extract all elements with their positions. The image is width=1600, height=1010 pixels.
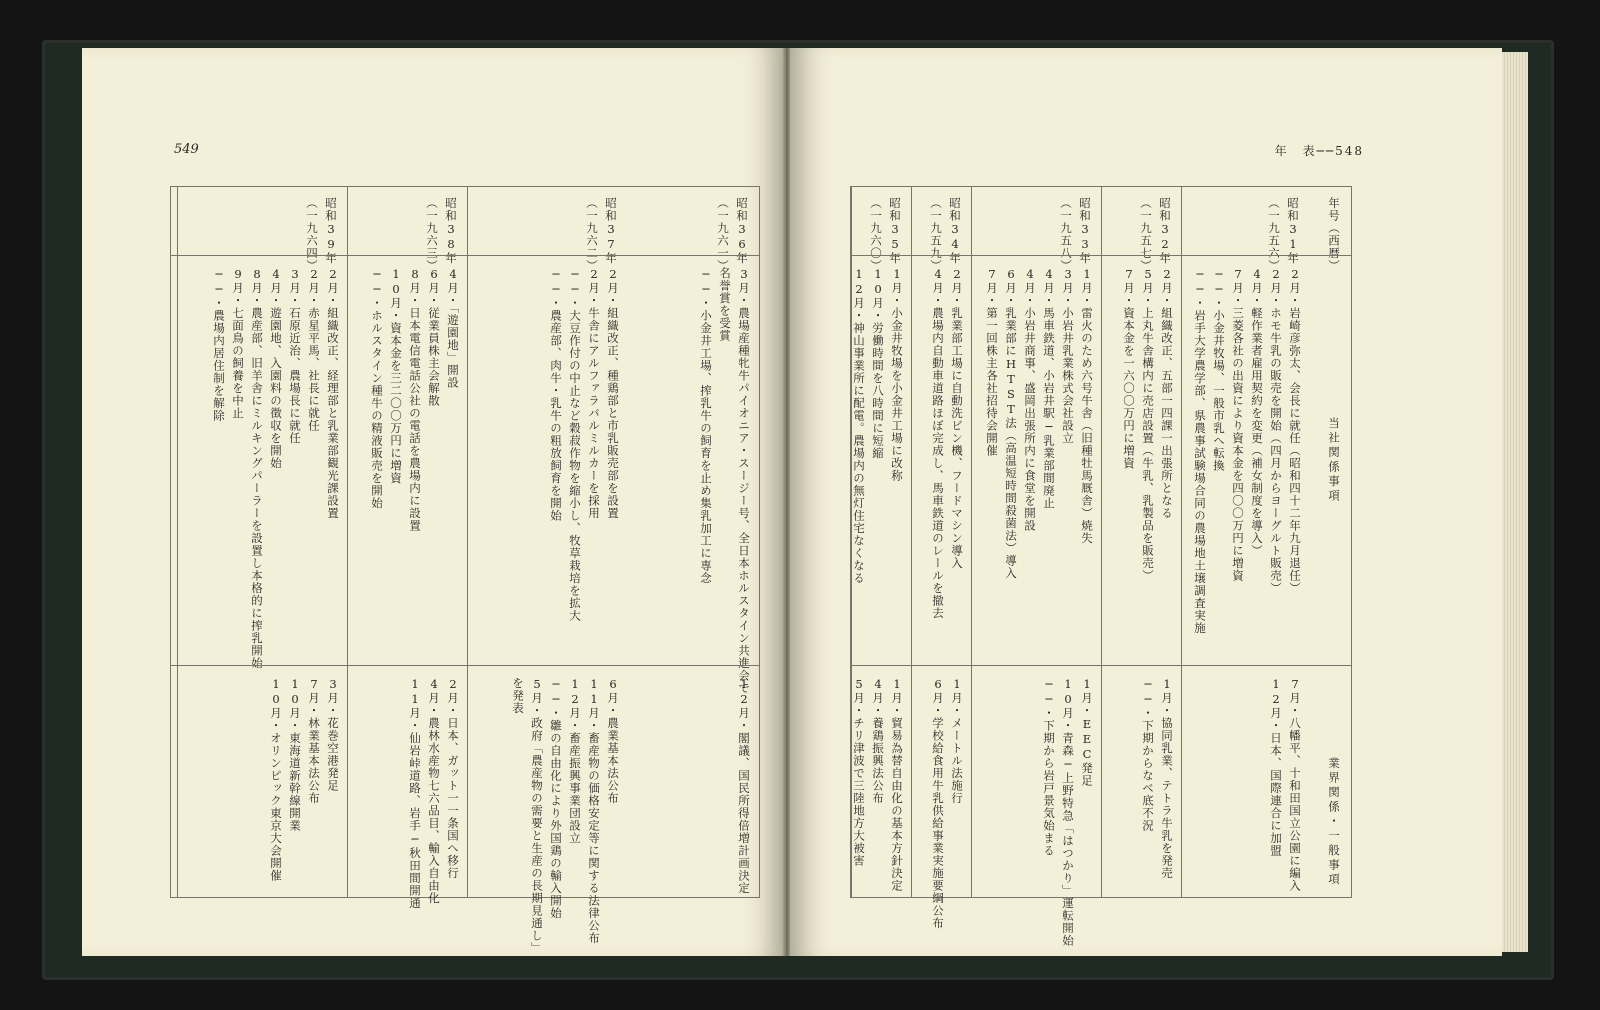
company-events-line: 6月・乳業部にHTST法（高温短時間殺菌法）導入 bbox=[1004, 267, 1018, 580]
year-row bbox=[1101, 187, 1182, 897]
company-events-line: 2月・組織改正、経理部と乳業部観光課設置 bbox=[326, 267, 340, 520]
era-label bbox=[1136, 197, 1174, 272]
company-events-line: 10月・資本金を三二〇〇万円に増資 bbox=[389, 267, 403, 485]
table-divider bbox=[851, 665, 1351, 666]
company-events-line: 5月・上丸牛舎構内に売店設置（牛乳、乳製品を販売） bbox=[1141, 267, 1155, 582]
general-events-line: 10月・オリンピック東京大会開催 bbox=[269, 677, 283, 882]
general-events-line: 10月・東海道新幹線開業 bbox=[288, 677, 302, 832]
era-label bbox=[1264, 197, 1302, 272]
general-events bbox=[1039, 677, 1096, 947]
company-events-line: 4月・軽作業者雇用契約を変更（補女制度を導入） bbox=[1250, 267, 1264, 557]
general-events bbox=[405, 677, 462, 910]
company-events-line: 8月・農産部、旧羊舎にミルキングパーラーを設置し本格的に搾乳開始 bbox=[250, 267, 264, 670]
company-events-line: 2月・岩崎彦弥太、会長に就任（昭和四十二年九月退任） bbox=[1288, 267, 1302, 595]
page-header-right: 年 表──548 bbox=[1274, 144, 1364, 158]
company-events-line: ──・ホルスタイン種牛の精液販売を開始 bbox=[370, 267, 384, 510]
company-events-line: ──・岩手大学農学部、県農事試験場合同の農場地土壌調査実施 bbox=[1193, 267, 1207, 635]
general-events-line: ──・下期から岩戸景気始まる bbox=[1042, 677, 1056, 857]
era-label-line: （一九五七） bbox=[1139, 197, 1153, 272]
column-header-row bbox=[1309, 187, 1351, 897]
general-events bbox=[928, 677, 966, 930]
company-events bbox=[367, 267, 462, 532]
general-events-line: 7月・八幡平、十和田国立公園に編入 bbox=[1288, 677, 1302, 892]
era-label bbox=[302, 197, 340, 272]
general-events-line: 10月・青森─上野特急「はつかり」運転開始 bbox=[1061, 677, 1075, 947]
era-label bbox=[713, 197, 751, 272]
era-label bbox=[1056, 197, 1094, 272]
year-row bbox=[1181, 187, 1310, 897]
general-events-line: 5月・チリ津波で三陸地方大被害 bbox=[852, 677, 866, 867]
company-events bbox=[1190, 267, 1304, 635]
company-events-line: 2月・組織改正、種鶏部と市乳販売部を設置 bbox=[606, 267, 620, 520]
company-events-line: 7月・第一回株主各社招待会開催 bbox=[985, 267, 999, 457]
year-row bbox=[467, 187, 628, 955]
general-events-line: 11月・畜産物の価格安定等に関する法律公布 bbox=[587, 677, 601, 945]
company-events-line: 10月・労働時間を八時間に短縮 bbox=[871, 267, 885, 460]
era-label-line: 昭和35年 bbox=[888, 197, 902, 265]
company-events-line: ──・農産部、肉牛・乳牛の粗放飼育を開始 bbox=[549, 267, 563, 522]
general-events bbox=[266, 677, 342, 882]
era-label-line: （一九六一） bbox=[716, 197, 730, 272]
general-events-line: 7月・林業基本法公布 bbox=[307, 677, 321, 805]
general-events-line: 12月・日本、国際連合に加盟 bbox=[1269, 677, 1283, 857]
company-events-line: 9月・七面鳥の飼養を中止 bbox=[231, 267, 245, 420]
era-label-line: 昭和36年 bbox=[735, 197, 749, 265]
company-events-line: 4月・「遊園地」開設 bbox=[446, 267, 460, 389]
company-events-line: 名誉賞を受賞 bbox=[718, 267, 732, 342]
general-events bbox=[1138, 677, 1176, 880]
general-events-line: 4月・農林水産物七六品目、輸入自由化 bbox=[427, 677, 441, 905]
company-events bbox=[1119, 267, 1176, 582]
left-page bbox=[82, 48, 784, 956]
year-row bbox=[347, 187, 468, 910]
general-events bbox=[508, 677, 622, 955]
general-events-line: 12月・閣議、国民所得倍増計画決定 bbox=[737, 677, 751, 895]
year-row bbox=[177, 187, 348, 897]
general-events-line: 5月・政府「農産物の需要と生産の長期見通し」 bbox=[530, 677, 544, 955]
general-events-line: ──・雛の自由化により外国鶏の輸入開始 bbox=[549, 677, 563, 920]
company-events-line: 7月・資本金を一六〇〇万円に増資 bbox=[1122, 267, 1136, 470]
general-events bbox=[849, 677, 906, 892]
company-events-line: 2月・組織改正、五部一四課一出張所となる bbox=[1160, 267, 1174, 520]
era-label-line: （一九五九） bbox=[929, 197, 943, 272]
right-chronology-table bbox=[850, 186, 1352, 947]
company-events-line: ──・小金井工場、搾乳牛の飼育を止め集乳加工に専念 bbox=[699, 267, 713, 585]
company-events-line: 2月・ホモ牛乳の販売を開始（四月からヨーグルト販売） bbox=[1269, 267, 1283, 595]
table-divider bbox=[171, 255, 759, 256]
general-events-line: 6月・農業基本法公布 bbox=[606, 677, 620, 805]
era-label-line: 昭和31年 bbox=[1286, 197, 1300, 265]
era-label-line: （一九六二） bbox=[585, 197, 599, 272]
era-label-line: （一九五六） bbox=[1267, 197, 1281, 272]
header-company: 当社関係事項 bbox=[1327, 417, 1341, 504]
general-events-line: 1月・貿易為替自由化の基本方針決定 bbox=[890, 677, 904, 892]
general-events-line: 1月・EEC発足 bbox=[1080, 677, 1094, 787]
general-events-line: 1月・協同乳業、テトラ牛乳を発売 bbox=[1160, 677, 1174, 880]
general-events-line: 6月・学校給食用牛乳供給事業実施要綱公布 bbox=[931, 677, 945, 930]
year-row bbox=[851, 187, 912, 897]
era-label-line: （一九六三） bbox=[425, 197, 439, 272]
general-events-line: 2月・日本、ガット一一条国へ移行 bbox=[446, 677, 460, 880]
company-events-line: 4月・遊園地、入園料の徴収を開始 bbox=[269, 267, 283, 470]
company-events-line: ──・大豆作付の中止など穀菽作物を縮小し、牧草栽培を拡大 bbox=[568, 267, 582, 622]
era-label bbox=[926, 197, 964, 272]
header-general: 業界関係・一般事項 bbox=[1327, 757, 1341, 888]
company-events-line: 3月・小岩井乳業株式会社設立 bbox=[1061, 267, 1075, 445]
general-events-line: 4月・養鶏振興法公布 bbox=[871, 677, 885, 805]
company-events-line: 3月・石原近治、農場長に就任 bbox=[288, 267, 302, 445]
page-number-left: 549 bbox=[174, 142, 199, 157]
company-events-line: ──・農場内居住制を解除 bbox=[212, 267, 226, 422]
general-events bbox=[734, 677, 753, 895]
left-chronology-table bbox=[170, 186, 760, 955]
company-events bbox=[209, 267, 342, 670]
company-events-line: 2月・乳業部工場に自動洗ビン機、フードマシン導入 bbox=[950, 267, 964, 570]
era-label bbox=[422, 197, 460, 272]
header-era: 年号（西暦） bbox=[1327, 197, 1341, 272]
page-edges bbox=[1502, 52, 1528, 952]
era-label-line: （一九五八） bbox=[1059, 197, 1073, 272]
era-label-line: 昭和37年 bbox=[604, 197, 618, 265]
company-events-line: 2月・赤星平馬、社長に就任 bbox=[307, 267, 321, 432]
company-events-line: 3月・農場産種牝牛パイオニア・スージー号、全日本ホルスタイン共進会で bbox=[737, 267, 751, 695]
general-events-line: 3月・花巻空港発足 bbox=[326, 677, 340, 792]
company-events-line: 7月・三菱各社の出資により資本金を四〇〇万円に増資 bbox=[1231, 267, 1245, 582]
general-events-line: 12月・畜産振興事業団設立 bbox=[568, 677, 582, 845]
era-label-line: 昭和32年 bbox=[1158, 197, 1172, 265]
company-events-line: 4月・馬車鉄道、小岩井駅─乳業部間廃止 bbox=[1042, 267, 1056, 510]
company-events bbox=[849, 267, 906, 585]
table-divider bbox=[171, 665, 759, 666]
era-label-line: 昭和33年 bbox=[1078, 197, 1092, 265]
era-label-line: 昭和38年 bbox=[444, 197, 458, 265]
company-events bbox=[982, 267, 1096, 580]
era-label bbox=[582, 197, 620, 272]
general-events-line: を発表 bbox=[511, 677, 525, 715]
company-events-line: 1月・小金井牧場を小金井工場に改称 bbox=[890, 267, 904, 482]
company-events bbox=[546, 267, 622, 622]
general-events-line: ──・下期からなべ底不況 bbox=[1141, 677, 1155, 832]
company-events bbox=[696, 267, 753, 695]
year-row bbox=[911, 187, 972, 930]
company-events-line: 1月・雷火のため六号牛舎（旧種牡馬厩舎）焼失 bbox=[1080, 267, 1094, 545]
table-divider bbox=[851, 255, 1351, 256]
company-events-line: ──・小金井牧場、一般市乳へ転換 bbox=[1212, 267, 1226, 472]
era-label-line: 昭和34年 bbox=[948, 197, 962, 265]
company-events bbox=[928, 267, 966, 620]
year-row bbox=[971, 187, 1102, 947]
era-label bbox=[866, 197, 904, 272]
era-label-line: 昭和39年 bbox=[324, 197, 338, 265]
company-events-line: 8月・日本電信電話公社の電話を農場内に設置 bbox=[408, 267, 422, 532]
general-events-line: 1月・メートル法施行 bbox=[950, 677, 964, 805]
right-page bbox=[790, 48, 1502, 956]
year-row bbox=[627, 187, 759, 897]
era-label-line: （一九六〇） bbox=[869, 197, 883, 272]
company-events-line: 4月・農場内自動車道路ほぼ完成し、馬車鉄道のレールを撤去 bbox=[931, 267, 945, 620]
company-events-line: 6月・従業員株主会解散 bbox=[427, 267, 441, 407]
general-events bbox=[1266, 677, 1304, 892]
era-label-line: （一九六四） bbox=[305, 197, 319, 272]
company-events-line: 4月・小岩井商事、盛岡出張所内に食堂を開設 bbox=[1023, 267, 1037, 532]
company-events-line: 2月・牛舎にアルファラバルミルカーを採用 bbox=[587, 267, 601, 520]
company-events-line: 12月・神山事業所に配電。農場内の無灯住宅なくなる bbox=[852, 267, 866, 585]
general-events-line: 11月・仙岩峠道路、岩手─秋田間開通 bbox=[408, 677, 422, 910]
